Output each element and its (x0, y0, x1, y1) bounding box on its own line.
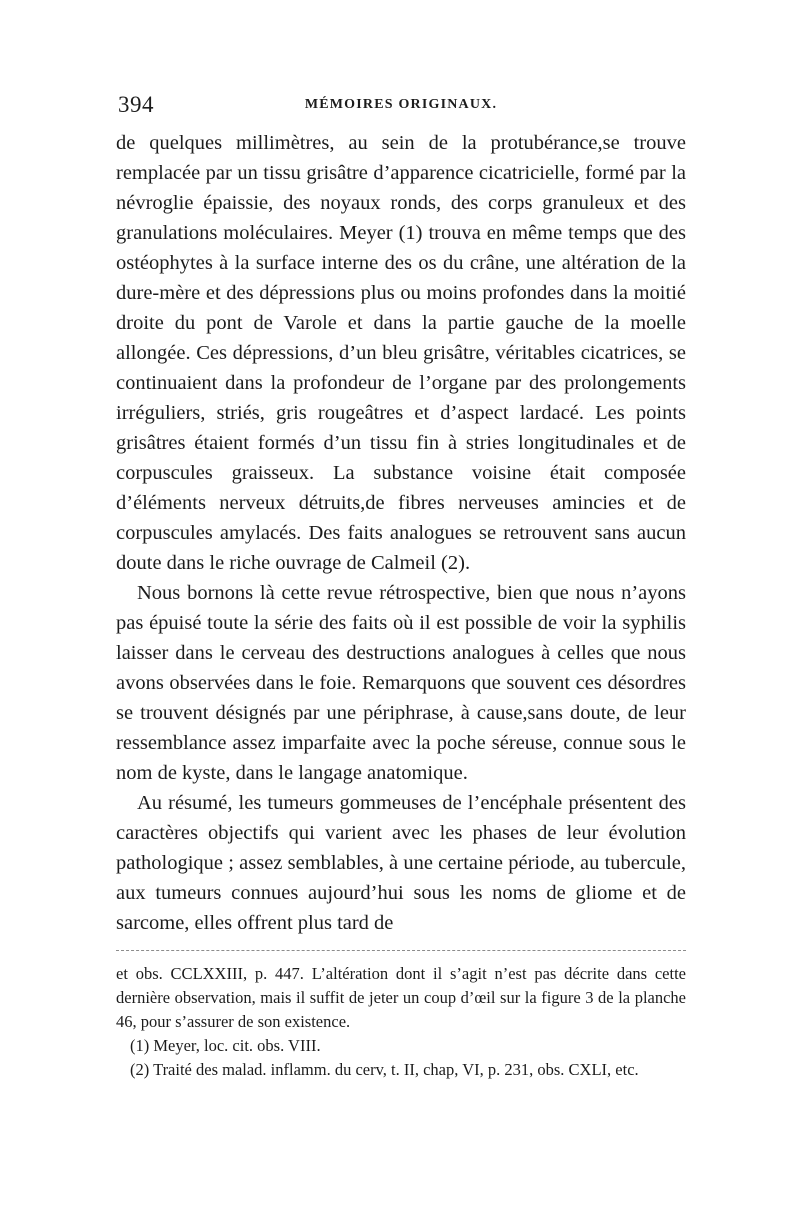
paragraph: Au résumé, les tumeurs gommeuses de l’encéphale présentent des caractères objectifs qui varient avec les phases de leur évolution pathologique ; assez semblables, à une certaine période, au tubercule, aux tumeurs connues aujourd’hui sous les noms de gliome et de sarcome, elles offrent plus tard de (116, 792, 686, 934)
footnote-continuation: et obs. CCLXXIII, p. 447. L’altération dont il s’agit n’est pas décrite dans cette dernière observation, mais il suffit de jeter un coup d’œil sur la figure 3 de la planche 46, pour s’assurer de son existence. (116, 964, 686, 1031)
footnote-divider (116, 950, 686, 951)
running-head: MÉMOIRES ORIGINAUX. (304, 97, 498, 112)
footnote: (1) Meyer, loc. cit. obs. VIII. (130, 1036, 321, 1055)
page-number: 394 (118, 92, 154, 117)
paragraph: Nous bornons là cette revue rétrospective, bien que nous n’ayons pas épuisé toute la série des faits où il est possible de voir la syphilis laisser dans le cerveau des destructions analogues à celles que nous avons observées dans le foie. Remarquons que souvent ces désordres se trouvent désignés par une périphrase, à cause,sans doute, de leur ressemblance assez imparfaite avec la poche séreuse, connue sous le nom de kyste, dans le langage anatomique. (116, 582, 686, 784)
footnotes (116, 962, 686, 1082)
paragraph: de quelques millimètres, au sein de la protubérance,se trouve remplacée par un tissu grisâtre d’apparence cicatricielle, formé par la névroglie épaissie, des noyaux ronds, des corps granuleux et des granulations moléculaires. Meyer (1) trouva en même temps que des ostéophytes à la surface interne des os du crâne, une altération de la dure-mère et des dépressions plus ou moins profondes dans la moitié droite du pont de Varole et dans la partie gauche de la moelle allongée. Ces dépressions, d’un bleu grisâtre, véritables cicatrices, se continuaient dans la profondeur de l’organe par des prolongements irréguliers, striés, gris rougeâtres et d’aspect lardacé. Les points grisâtres étaient formés d’un tissu fin à stries longitudinales et de corpuscules graisseux. La substance voisine était composée d’éléments nerveux détruits,de fibres nerveuses amincies et de corpuscules amylacés. Des faits analogues se retrouvent sans aucun doute dans le riche ouvrage de Calmeil (2). (116, 132, 686, 574)
body-text (116, 128, 686, 938)
page-header (118, 92, 684, 120)
footnote: (2) Traité des malad. inflamm. du cerv, t. II, chap, VI, p. 231, obs. CXLI, etc. (130, 1060, 639, 1079)
